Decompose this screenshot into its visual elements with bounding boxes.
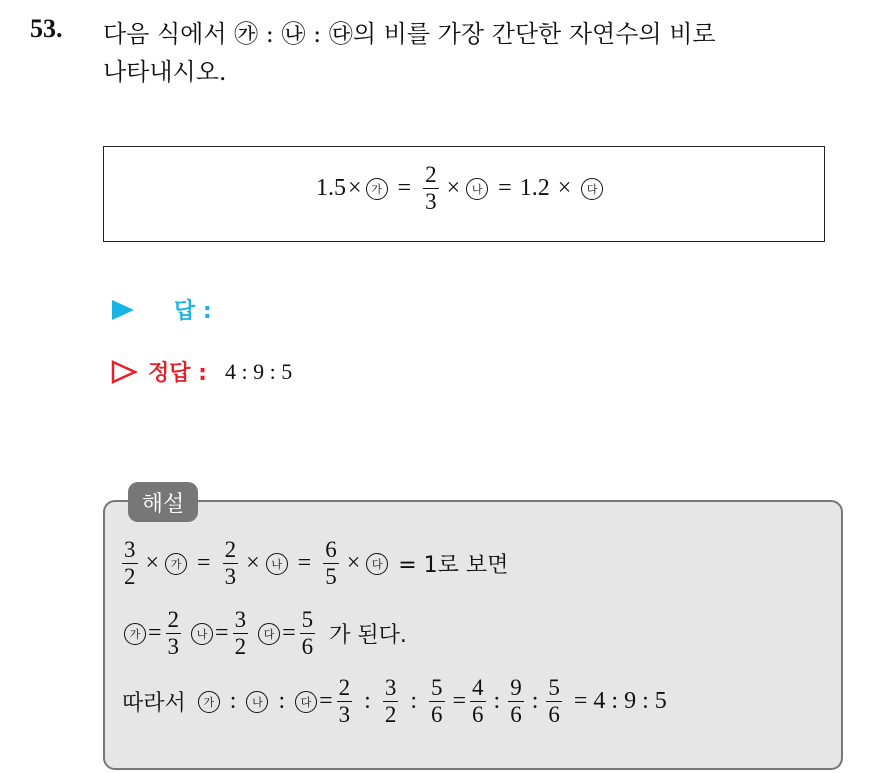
circled-na: 나 bbox=[466, 178, 488, 200]
coefficient-c: 1.2 bbox=[519, 175, 550, 202]
solution-line-3: 따라서 가 : 나 : 다 = $\frac{2}{3}$ : $\frac{3}{2}$ : $\frac{5}{6}$ = $\frac{4}{6}$ : $\frac{9}{6}$ : $\frac{5}{6}$ = 4 : 9 : 5 bbox=[122, 675, 667, 728]
circled-da: 다 bbox=[295, 691, 317, 713]
circled-ga: 가 bbox=[366, 178, 388, 200]
question-text-line1: 다음 식에서 ㉮ : ㉯ : ㉰의 비를 가장 간단한 자연수의 비로 bbox=[103, 20, 716, 48]
answer-arrow-icon bbox=[110, 298, 136, 322]
correct-arrow-icon bbox=[110, 359, 138, 385]
solution-line-3-head: 따라서 bbox=[122, 691, 186, 717]
solution-line-2-tail: 가 된다. bbox=[329, 623, 407, 649]
solution-line-1: $\frac{3}{2}$ × 가 = $\frac{2}{3}$ × 나 = $\frac{6}{5}$ × 다 = 1로 보면 bbox=[124, 537, 509, 590]
solution-result: = 4 : 9 : 5 bbox=[573, 688, 667, 715]
circled-da: 다 bbox=[366, 553, 388, 575]
coefficient-a: 1.5 bbox=[316, 175, 346, 202]
solution-line-1-tail: = 1로 보면 bbox=[398, 553, 509, 579]
fraction-two-thirds: $\frac{2}{3}$ bbox=[425, 162, 437, 215]
solution-line-2: 가 = $\frac{2}{3}$ 나 = $\frac{3}{2}$ 다 = $\frac{5}{6}$ 가 된다. bbox=[122, 608, 407, 659]
correct-answer-value: 4 : 9 : 5 bbox=[224, 358, 293, 384]
answer-row bbox=[110, 294, 212, 325]
circled-ga: 가 bbox=[124, 623, 146, 645]
circled-da: 다 bbox=[581, 178, 603, 200]
circled-na: 나 bbox=[191, 623, 213, 645]
question-text-line2: 나타내시오. bbox=[103, 58, 227, 86]
solution-tab: 해설 bbox=[128, 482, 198, 522]
given-equation: 1.5 × 가 = $\frac{2}{3}$ × 나 = 1.2 × 다 bbox=[316, 163, 605, 214]
correct-answer-row bbox=[110, 356, 292, 387]
answer-label: 답 : bbox=[174, 299, 212, 324]
circled-ga: 가 bbox=[165, 553, 187, 575]
circled-ga: 가 bbox=[198, 691, 220, 713]
correct-answer-label: 정답 : bbox=[148, 361, 207, 386]
circled-da: 다 bbox=[258, 623, 280, 645]
question-number: 53. bbox=[30, 14, 63, 43]
circled-na: 나 bbox=[246, 691, 268, 713]
circled-na: 나 bbox=[266, 553, 288, 575]
equation-box bbox=[103, 146, 825, 242]
